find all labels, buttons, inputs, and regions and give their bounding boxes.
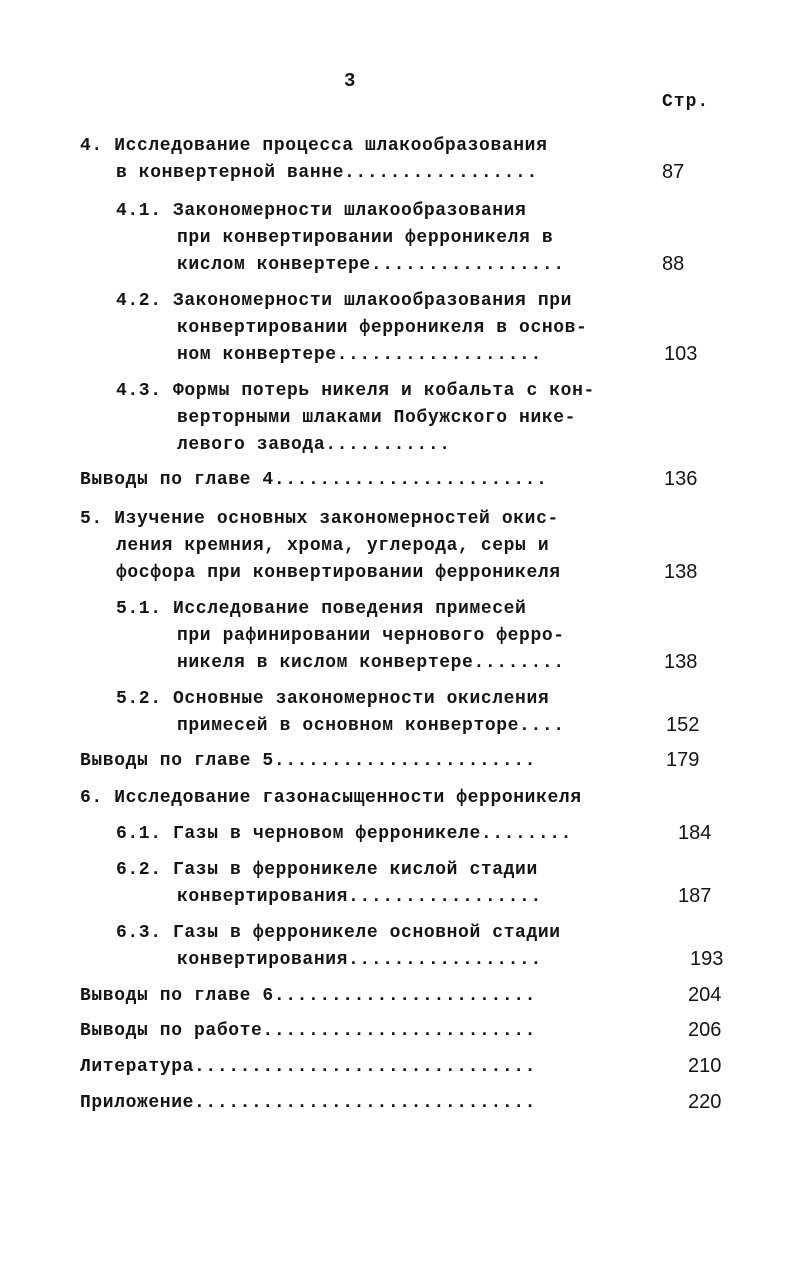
toc-entry-line: ном конвертере.................. xyxy=(177,345,542,365)
toc-page-number: 204 xyxy=(688,984,722,1006)
toc-page-number: 210 xyxy=(688,1055,722,1077)
toc-page-number: 138 xyxy=(664,561,698,583)
toc-entry-line: верторными шлаками Побужского нике- xyxy=(177,408,577,428)
toc-page-number: 152 xyxy=(666,714,700,736)
toc-page-number: 206 xyxy=(688,1019,722,1041)
toc-entry-line: конвертировании ферроникеля в основ- xyxy=(177,318,588,338)
toc-page-number: 87 xyxy=(662,161,685,183)
toc-entry-line: конвертирования................. xyxy=(177,950,542,970)
toc-entry-line: 6.3. Газы в ферроникеле основной стадии xyxy=(116,923,561,943)
toc-entry-line: ления кремния, хрома, углерода, серы и xyxy=(116,536,550,556)
toc-page-number: 136 xyxy=(664,468,698,490)
toc-entry-line: в конвертерной ванне................. xyxy=(116,163,538,183)
toc-entry-line: примесей в основном конверторе.... xyxy=(177,716,565,736)
toc-entry-line: 6. Исследование газонасыщенности ферроникеля xyxy=(80,788,582,808)
toc-page-number: 220 xyxy=(688,1091,722,1113)
toc-entry-line: левого завода........... xyxy=(177,435,451,455)
toc-entry-line: 6.1. Газы в черновом ферроникеле........ xyxy=(116,824,573,844)
toc-entry-line: конвертирования................. xyxy=(177,887,542,907)
toc-entry-line: Выводы по главе 4........................ xyxy=(80,470,548,490)
toc-page-number: 193 xyxy=(690,948,724,970)
toc-entry-line: Выводы по главе 5....................... xyxy=(80,751,537,771)
toc-entry-line: Выводы по работе........................ xyxy=(80,1021,537,1041)
page-column-label: Стр. xyxy=(662,92,710,112)
toc-entry-line: кислом конвертере................. xyxy=(177,255,565,275)
toc-entry-line: 4.2. Закономерности шлакообразования при xyxy=(116,291,573,311)
toc-page-number: 103 xyxy=(664,343,698,365)
toc-entry-line: Литература.............................. xyxy=(80,1057,537,1077)
toc-entry-line: 5.1. Исследование поведения примесей xyxy=(116,599,527,619)
toc-entry-line: 4.1. Закономерности шлакообразования xyxy=(116,201,527,221)
toc-entry-line: 6.2. Газы в ферроникеле кислой стадии xyxy=(116,860,538,880)
toc-entry-line: никеля в кислом конвертере........ xyxy=(177,653,565,673)
toc-entry-line: 5.2. Основные закономерности окисления xyxy=(116,689,550,709)
toc-entry-line: 4. Исследование процесса шлакообразования xyxy=(80,136,548,156)
toc-page-number: 179 xyxy=(666,749,700,771)
toc-entry-line: Приложение.............................. xyxy=(80,1093,537,1113)
toc-page-number: 88 xyxy=(662,253,685,275)
toc-entry-line: при конвертировании ферроникеля в xyxy=(177,228,554,248)
toc-entry-line: фосфора при конвертировании ферроникеля xyxy=(116,563,561,583)
toc-page-number: 184 xyxy=(678,822,712,844)
toc-page-number: 138 xyxy=(664,651,698,673)
toc-entry-line: 5. Изучение основных закономерностей окис- xyxy=(80,509,559,529)
toc-page-number: 187 xyxy=(678,885,712,907)
toc-entry-line: при рафинировании чернового ферро- xyxy=(177,626,565,646)
toc-entry-line: Выводы по главе 6....................... xyxy=(80,986,537,1006)
page-number: 3 xyxy=(344,70,356,92)
toc-entry-line: 4.3. Формы потерь никеля и кобальта с кон- xyxy=(116,381,595,401)
